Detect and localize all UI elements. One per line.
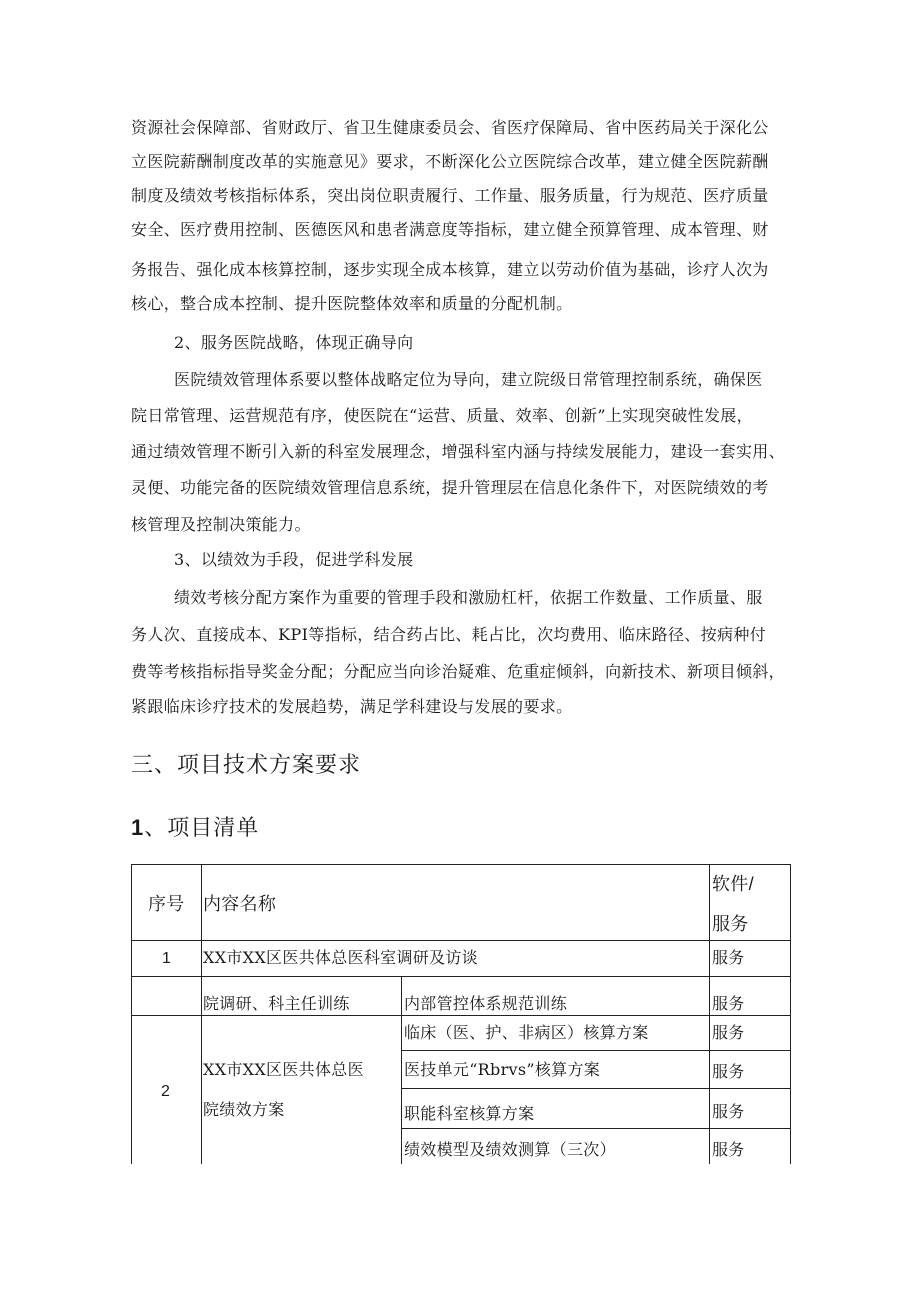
header-type-line1: 软件/ xyxy=(712,874,754,894)
group-item-type: 服务 xyxy=(712,1102,745,1121)
row1-type: 服务 xyxy=(712,948,745,967)
group-item-label: 绩效模型及绩效测算（三次） xyxy=(404,1140,616,1159)
group-item-type: 服务 xyxy=(712,1062,745,1081)
group-name-line2: 院绩效方案 xyxy=(203,1100,285,1119)
paragraph-line: 通过绩效管理不断引入新的科室发展理念，增强科室内涵与持续发展能力，建设一套实用、 xyxy=(131,442,786,461)
header-seq: 序号 xyxy=(148,894,185,914)
group-item-type: 服务 xyxy=(712,1023,745,1042)
group-name-line1: XX市XX区医共体总医 xyxy=(203,1060,364,1079)
paragraph-line: 核心，整合成本控制、提升医院整体效率和质量的分配机制。 xyxy=(131,294,573,313)
paragraph-line: 绩效考核分配方案作为重要的管理手段和激励杠杆，依据工作数量、工作质量、服 xyxy=(174,588,763,607)
row2-col3: 内部管控体系规范训练 xyxy=(404,994,568,1013)
group-item-label: 医技单元“Rbrvs”核算方案 xyxy=(404,1060,601,1079)
group-item-label: 临床（医、护、非病区）核算方案 xyxy=(404,1023,649,1042)
paragraph-line: 费等考核指标指导奖金分配；分配应当向诊治疑难、危重症倾斜，向新技术、新项目倾斜， xyxy=(131,662,786,681)
paragraph-line: 务报告、强化成本核算控制，逐步实现全成本核算，建立以劳动价值为基础，诊疗人次为 xyxy=(131,260,769,279)
paragraph-line: 医院绩效管理体系要以整体战略定位为导向，建立院级日常管理控制系统，确保医 xyxy=(174,370,763,389)
paragraph-line: 立医院薪酬制度改革的实施意见》要求，不断深化公立医院综合改革，建立健全医院薪酬 xyxy=(131,152,769,171)
row1-seq: 1 xyxy=(162,950,172,967)
subsection-number: 1 xyxy=(131,815,145,840)
subheading-strategy: 2、服务医院战略，体现正确导向 xyxy=(174,333,414,352)
paragraph-line: 灵便、功能完备的医院绩效管理信息系统，提升管理层在信息化条件下，对医院绩效的考 xyxy=(131,478,769,497)
header-type-line2: 服务 xyxy=(712,914,749,934)
project-list-table xyxy=(131,864,791,1164)
header-content: 内容名称 xyxy=(203,894,277,914)
row1-content: XX市XX区医共体总医科室调研及访谈 xyxy=(203,948,478,967)
group-item-label: 职能科室核算方案 xyxy=(404,1104,535,1123)
row2-type: 服务 xyxy=(712,994,745,1013)
paragraph-line: 核管理及控制决策能力。 xyxy=(131,515,311,534)
group-item-type: 服务 xyxy=(712,1140,745,1159)
paragraph-line: 安全、医疗费用控制、医德医风和患者满意度等指标，建立健全预算管理、成本管理、财 xyxy=(131,220,769,239)
paragraph-line: 务人次、直接成本、KPI等指标，结合药占比、耗占比，次均费用、临床路径、按病种付 xyxy=(131,625,767,644)
group-seq: 2 xyxy=(161,1083,171,1100)
paragraph-line: 院日常管理、运营规范有序，使医院在“运营、质量、效率、创新”上实现突破性发展， xyxy=(131,406,754,425)
subsection-label: 、项目清单 xyxy=(144,816,260,841)
subsection-title xyxy=(131,814,259,843)
paragraph-line: 紧跟临床诊疗技术的发展趋势，满足学科建设与发展的要求。 xyxy=(131,697,573,716)
subheading-performance: 3、以绩效为手段，促进学科发展 xyxy=(174,550,414,569)
paragraph-line: 资源社会保障部、省财政厅、省卫生健康委员会、省医疗保障局、省中医药局关于深化公 xyxy=(131,118,769,137)
section-title: 三、项目技术方案要求 xyxy=(131,753,362,778)
paragraph-line: 制度及绩效考核指标体系，突出岗位职责履行、工作量、服务质量，行为规范、医疗质量 xyxy=(131,186,769,205)
row2-col2: 院调研、科主任训练 xyxy=(203,994,350,1013)
